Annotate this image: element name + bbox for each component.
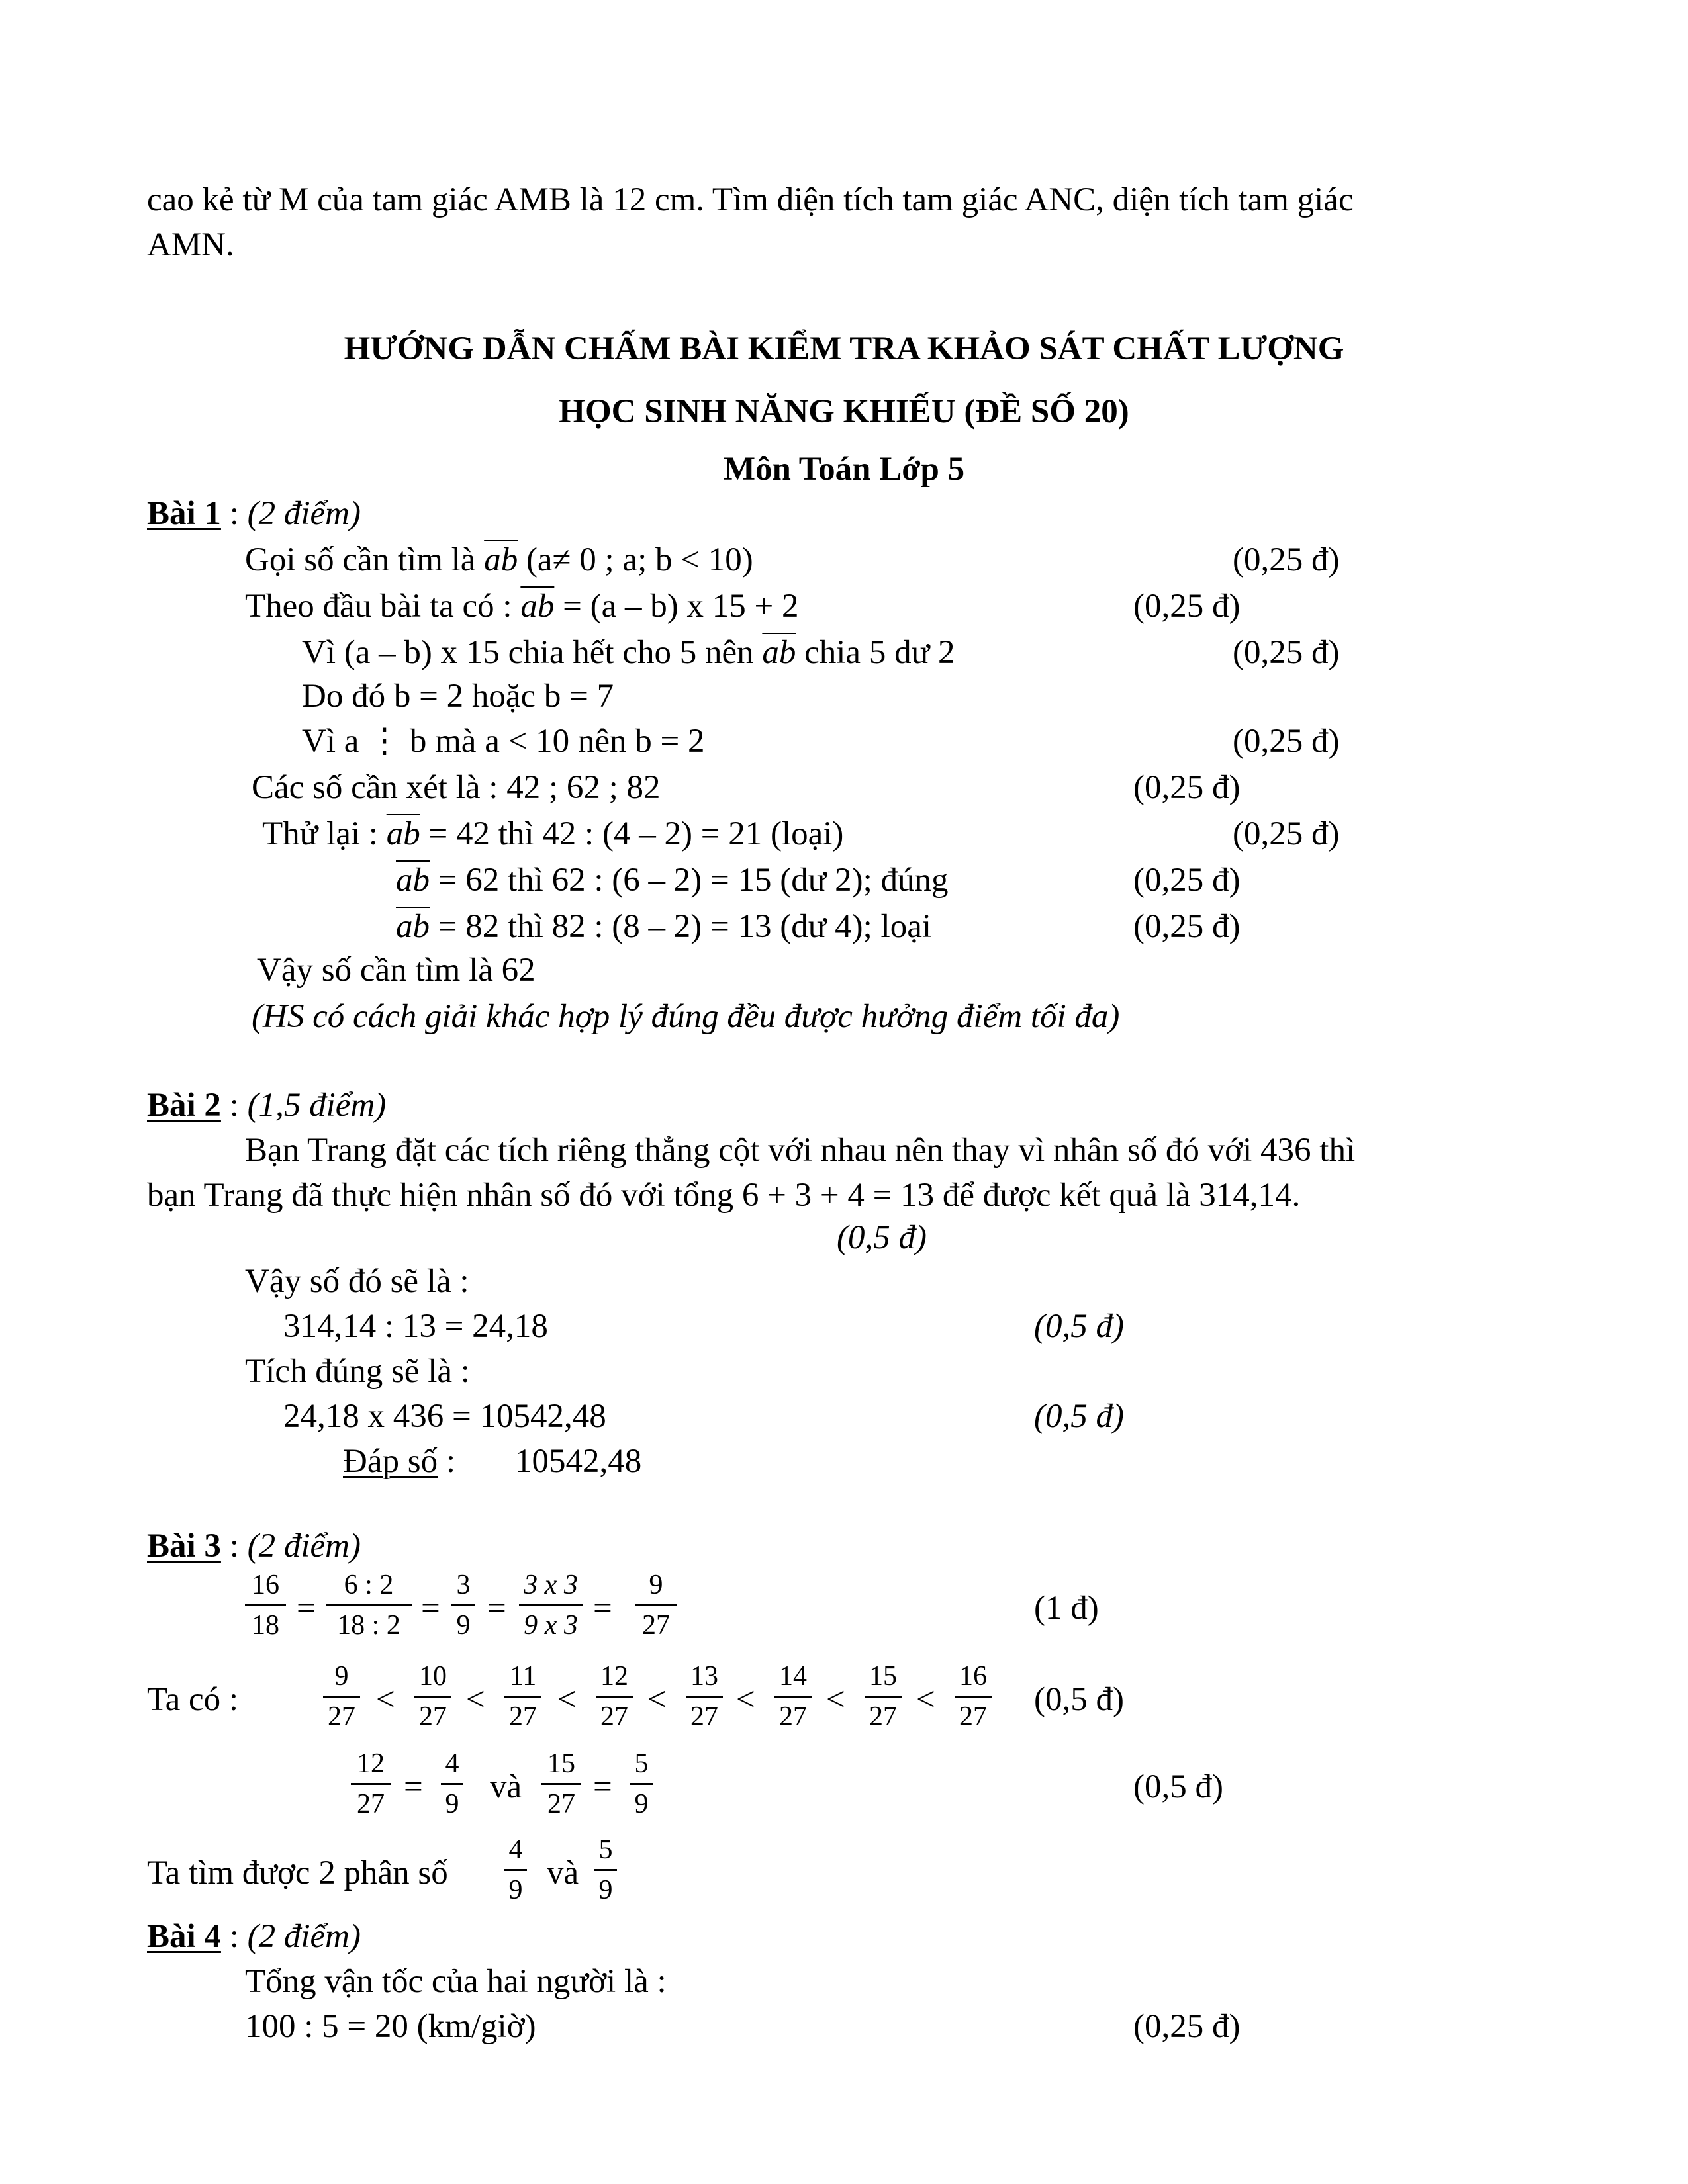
denominator: 9 — [504, 1869, 527, 1909]
denominator: 27 — [541, 1783, 581, 1823]
intro-line-2: AMN. — [147, 226, 234, 263]
fraction — [504, 1831, 527, 1909]
fraction — [351, 1745, 391, 1823]
numerator: 4 — [445, 1749, 459, 1779]
fraction — [326, 1566, 412, 1645]
bai3-sep: : — [220, 1527, 248, 1565]
denominator: 27 — [865, 1696, 902, 1736]
bai1-line-7 — [262, 814, 843, 854]
bai2-sep: : — [220, 1087, 248, 1124]
bai4-line-1: Tổng vận tốc của hai người là : — [245, 1963, 667, 2000]
numerator: 9 — [334, 1661, 349, 1692]
bai1-score-3: (0,25 đ) — [1233, 634, 1340, 671]
bai1-line-2 — [245, 586, 798, 626]
fraction — [519, 1566, 583, 1645]
less-than-sign: < — [647, 1681, 667, 1718]
numerator: 15 — [869, 1661, 897, 1692]
denominator: 18 — [245, 1604, 286, 1645]
denominator: 27 — [323, 1696, 360, 1736]
bai3-score-1: (1 đ) — [1034, 1590, 1099, 1627]
numerator: 12 — [600, 1661, 628, 1692]
bai4-sep: : — [220, 1918, 248, 1955]
equals-sign: = — [487, 1590, 506, 1627]
fraction — [541, 1745, 581, 1823]
bai2-score-3: (0,5 đ) — [1034, 1398, 1124, 1435]
numerator: 13 — [690, 1661, 718, 1692]
bai1-line-5: Vì a ⋮ b mà a < 10 nên b = 2 — [302, 723, 705, 760]
fraction — [865, 1657, 902, 1736]
bai2-line-5: Tích đúng sẽ là : — [245, 1353, 470, 1390]
numerator: 16 — [959, 1661, 987, 1692]
bai1-line-2-expr: = (a – b) x 15 + 2 — [554, 588, 799, 625]
bai1-heading — [147, 494, 361, 533]
bai2-answer-label: Đáp số — [343, 1443, 438, 1480]
bai1-line-7-rest: = 42 thì 42 : (4 – 2) = 21 (loại) — [420, 815, 844, 852]
denominator: 27 — [414, 1696, 451, 1736]
bai1-line-6: Các số cần xét là : 42 ; 62 ; 82 — [252, 769, 661, 806]
denominator: 27 — [596, 1696, 633, 1736]
bai1-score-4: (0,25 đ) — [1233, 723, 1340, 760]
fraction — [774, 1657, 812, 1736]
bai2-paragraph-2: bạn Trang đã thực hiện nhân số đó với tổng 6 + 3 + 4 = 13 để được kết quả là 314,14. — [147, 1177, 1301, 1214]
va-word: và — [490, 1768, 522, 1805]
numerator: 12 — [357, 1749, 385, 1779]
bai1-score-7: (0,25 đ) — [1133, 862, 1241, 899]
denominator: 9 — [451, 1604, 475, 1645]
va-word: và — [547, 1854, 579, 1891]
less-than-sign: < — [826, 1681, 845, 1718]
fraction — [504, 1657, 541, 1736]
denominator: 18 : 2 — [326, 1604, 412, 1645]
denominator: 9 — [594, 1869, 617, 1909]
numerator: 5 — [598, 1835, 613, 1865]
equals-sign: = — [421, 1590, 440, 1627]
numerator: 5 — [634, 1749, 649, 1779]
fraction — [594, 1831, 617, 1909]
bai2-score-2: (0,5 đ) — [1034, 1308, 1124, 1345]
bai3-score-2: (0,5 đ) — [1034, 1681, 1124, 1718]
bai1-line-8 — [396, 860, 949, 900]
denominator: 27 — [504, 1696, 541, 1736]
less-than-sign: < — [557, 1681, 577, 1718]
bai3-heading — [147, 1526, 361, 1566]
bai3-taco-label: Ta có : — [147, 1681, 239, 1718]
bai1-sep: : — [220, 495, 248, 532]
bai1-line-3-rest: chia 5 dư 2 — [796, 634, 955, 671]
bai2-answer-sep: : — [438, 1443, 455, 1480]
bai4-heading — [147, 1917, 361, 1956]
less-than-sign: < — [466, 1681, 485, 1718]
numerator: 15 — [547, 1749, 575, 1779]
numerator: 3 — [456, 1570, 471, 1600]
fraction — [955, 1657, 992, 1736]
bai1-line-10: Vậy số cần tìm là 62 — [257, 952, 536, 989]
numerator: 10 — [419, 1661, 447, 1692]
bai4-points: (2 điểm) — [247, 1918, 361, 1955]
ab-overline: $\overline{ab}$ — [762, 634, 796, 671]
bai3-label: Bài 3 — [147, 1527, 221, 1565]
numerator: 9 — [649, 1570, 663, 1600]
bai2-paragraph-1: Bạn Trang đặt các tích riêng thẳng cột với nhau nên thay vì nhân số đó với 436 thì — [245, 1132, 1356, 1169]
bai1-points: (2 điểm) — [247, 495, 361, 532]
bai1-line-9-rest: = 82 thì 82 : (8 – 2) = 13 (dư 4); loại — [430, 908, 932, 945]
bai1-line-2-text: Theo đầu bài ta có : — [245, 588, 521, 625]
ab-overline: $\overline{ab}$ — [396, 908, 430, 945]
denominator: 9 — [630, 1783, 653, 1823]
ab-overline: $\overline{ab}$ — [386, 815, 420, 852]
fraction — [686, 1657, 723, 1736]
bai2-score-1: (0,5 đ) — [837, 1219, 927, 1256]
numerator: 4 — [508, 1835, 523, 1865]
fraction — [323, 1657, 360, 1736]
page-title-2: HỌC SINH NĂNG KHIẾU (ĐỀ SỐ 20) — [559, 393, 1129, 430]
bai2-line-6: 24,18 x 436 = 10542,48 — [283, 1398, 606, 1435]
bai2-answer-value: 10542,48 — [515, 1443, 642, 1480]
equals-sign: = — [593, 1768, 612, 1805]
bai2-heading — [147, 1085, 386, 1125]
bai1-line-1 — [245, 540, 753, 580]
page-title: HƯỚNG DẪN CHẤM BÀI KIỂM TRA KHẢO SÁT CHẤT LƯỢNG — [344, 330, 1344, 367]
numerator: 6 : 2 — [344, 1570, 394, 1600]
bai1-score-2: (0,25 đ) — [1133, 588, 1241, 625]
numerator: 16 — [252, 1570, 279, 1600]
numerator: 14 — [779, 1661, 807, 1692]
bai1-line-8-rest: = 62 thì 62 : (6 – 2) = 15 (dư 2); đúng — [430, 862, 949, 899]
bai3-conclusion: Ta tìm được 2 phân số — [147, 1854, 448, 1891]
denominator: 9 x 3 — [519, 1604, 583, 1645]
equals-sign: = — [297, 1590, 316, 1627]
bai1-note: (HS có cách giải khác hợp lý đúng đều được hưởng điểm tối đa) — [252, 998, 1120, 1035]
fraction — [630, 1745, 653, 1823]
bai2-line-4: 314,14 : 13 = 24,18 — [283, 1308, 548, 1345]
bai1-line-4: Do đó b = 2 hoặc b = 7 — [302, 678, 614, 715]
bai4-label: Bài 4 — [147, 1918, 221, 1955]
ab-overline: $\overline{ab}$ — [396, 862, 430, 899]
bai2-label: Bài 2 — [147, 1087, 221, 1124]
less-than-sign: < — [376, 1681, 395, 1718]
bai4-score-1: (0,25 đ) — [1133, 2008, 1241, 2045]
bai3-score-3: (0,5 đ) — [1133, 1768, 1223, 1805]
bai1-line-1-text: Gọi số cần tìm là — [245, 541, 485, 578]
bai1-line-3 — [302, 633, 955, 672]
denominator: 27 — [774, 1696, 812, 1736]
denominator: 9 — [441, 1783, 463, 1823]
denominator: 27 — [686, 1696, 723, 1736]
bai1-line-7-text: Thử lại : — [262, 815, 387, 852]
bai1-line-3-text: Vì (a – b) x 15 chia hết cho 5 nên — [302, 634, 763, 671]
bai1-score-1: (0,25 đ) — [1233, 541, 1340, 578]
numerator: 3 x 3 — [524, 1570, 578, 1600]
fraction — [414, 1657, 451, 1736]
bai2-points: (1,5 điểm) — [247, 1087, 387, 1124]
ab-overline: $\overline{ab}$ — [520, 588, 555, 625]
equals-sign: = — [404, 1768, 423, 1805]
fraction — [441, 1745, 463, 1823]
fraction — [245, 1566, 286, 1645]
fraction — [451, 1566, 475, 1645]
numerator: 11 — [509, 1661, 537, 1692]
fraction — [596, 1657, 633, 1736]
less-than-sign: < — [736, 1681, 755, 1718]
bai3-points: (2 điểm) — [247, 1527, 361, 1565]
bai2-answer — [343, 1441, 641, 1481]
bai1-label: Bài 1 — [147, 495, 221, 532]
denominator: 27 — [635, 1604, 677, 1645]
bai1-line-1-cond: (a≠ 0 ; a; b < 10) — [518, 541, 753, 578]
bai1-score-6: (0,25 đ) — [1233, 815, 1340, 852]
less-than-sign: < — [916, 1681, 935, 1718]
equals-sign: = — [593, 1590, 612, 1627]
bai4-line-2: 100 : 5 = 20 (km/giờ) — [245, 2008, 536, 2045]
page-subtitle: Môn Toán Lớp 5 — [723, 451, 965, 488]
denominator: 27 — [955, 1696, 992, 1736]
bai2-line-3: Vậy số đó sẽ là : — [245, 1263, 469, 1300]
bai1-score-5: (0,25 đ) — [1133, 769, 1241, 806]
fraction — [635, 1566, 677, 1645]
bai1-line-9 — [396, 907, 931, 946]
intro-line-1: cao kẻ từ M của tam giác AMB là 12 cm. Tìm diện tích tam giác ANC, diện tích tam giác — [147, 181, 1354, 218]
ab-overline: $\overline{ab}$ — [484, 541, 518, 578]
denominator: 27 — [351, 1783, 391, 1823]
bai1-score-8: (0,25 đ) — [1133, 908, 1241, 945]
